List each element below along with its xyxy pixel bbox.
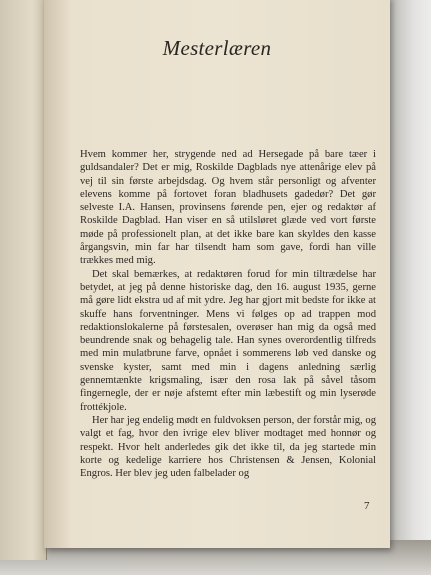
paragraph: Her har jeg endelig mødt en fuldvoksen person, der forstår mig, og valgt et fag, hvor den ivrige elev bliver modtaget med honnør og respekt. Hvor helt anderledes gik det ikke til, da jeg startede min korte og kedelige karriere hos Christensen & Jensen, Kolonial Engros. Her blev jeg uden falbelader og xyxy=(80,414,376,480)
book-page xyxy=(44,0,390,548)
paragraph: Hvem kommer her, strygende ned ad Hersegade på bare tæer i guldsandaler? Det er mig, Roskilde Dagblads nye attenårige elev på vej til sin første arbejdsdag. Og hvem står personligt og afventer elevens komme på fortovet foran bladhusets gadedør? Det gør selveste I.A. Hansen, provinsens førende pen, ejer og redaktør af Roskilde Dagblad. Han viser en så utilsløret glæde ved vort første møde på professionelt plan, at det ikke bare kan skyldes den kasse årgangsvin, min far har tilsendt ham som gave, fordi han ville trækkes med mig. xyxy=(80,149,376,267)
previous-page-edge xyxy=(0,0,47,560)
page-number: 7 xyxy=(364,500,370,512)
body-text xyxy=(80,148,376,480)
chapter-title: Mesterlæren xyxy=(162,36,272,60)
paragraph: Det skal bemærkes, at redaktøren forud for min tiltrædelse har betydet, at jeg på denne historiske dag, den 16. august 1935, gerne må gøre lidt ekstra ud af mit ydre. Jeg har gjort mit bedste for ikke at skuffe hans forventninger. Mens vi følges op ad trappen mod redaktionslokalerne på førstesalen, overøser han mig da også med beundrende snak og behagelig tale. Han synes overordentlig tilfreds med min mulatbrune farve, opnået i sommerens løb ved danske og svenske kyster, samt med min i dagens anledning særlig gennemtænkte krigsmaling, især den rosa lak på såvel tåsom fingernegle, der er nøje afstemt efter min læbestift og min lyserøde frottékjole. xyxy=(80,268,376,413)
background-right xyxy=(388,0,431,575)
